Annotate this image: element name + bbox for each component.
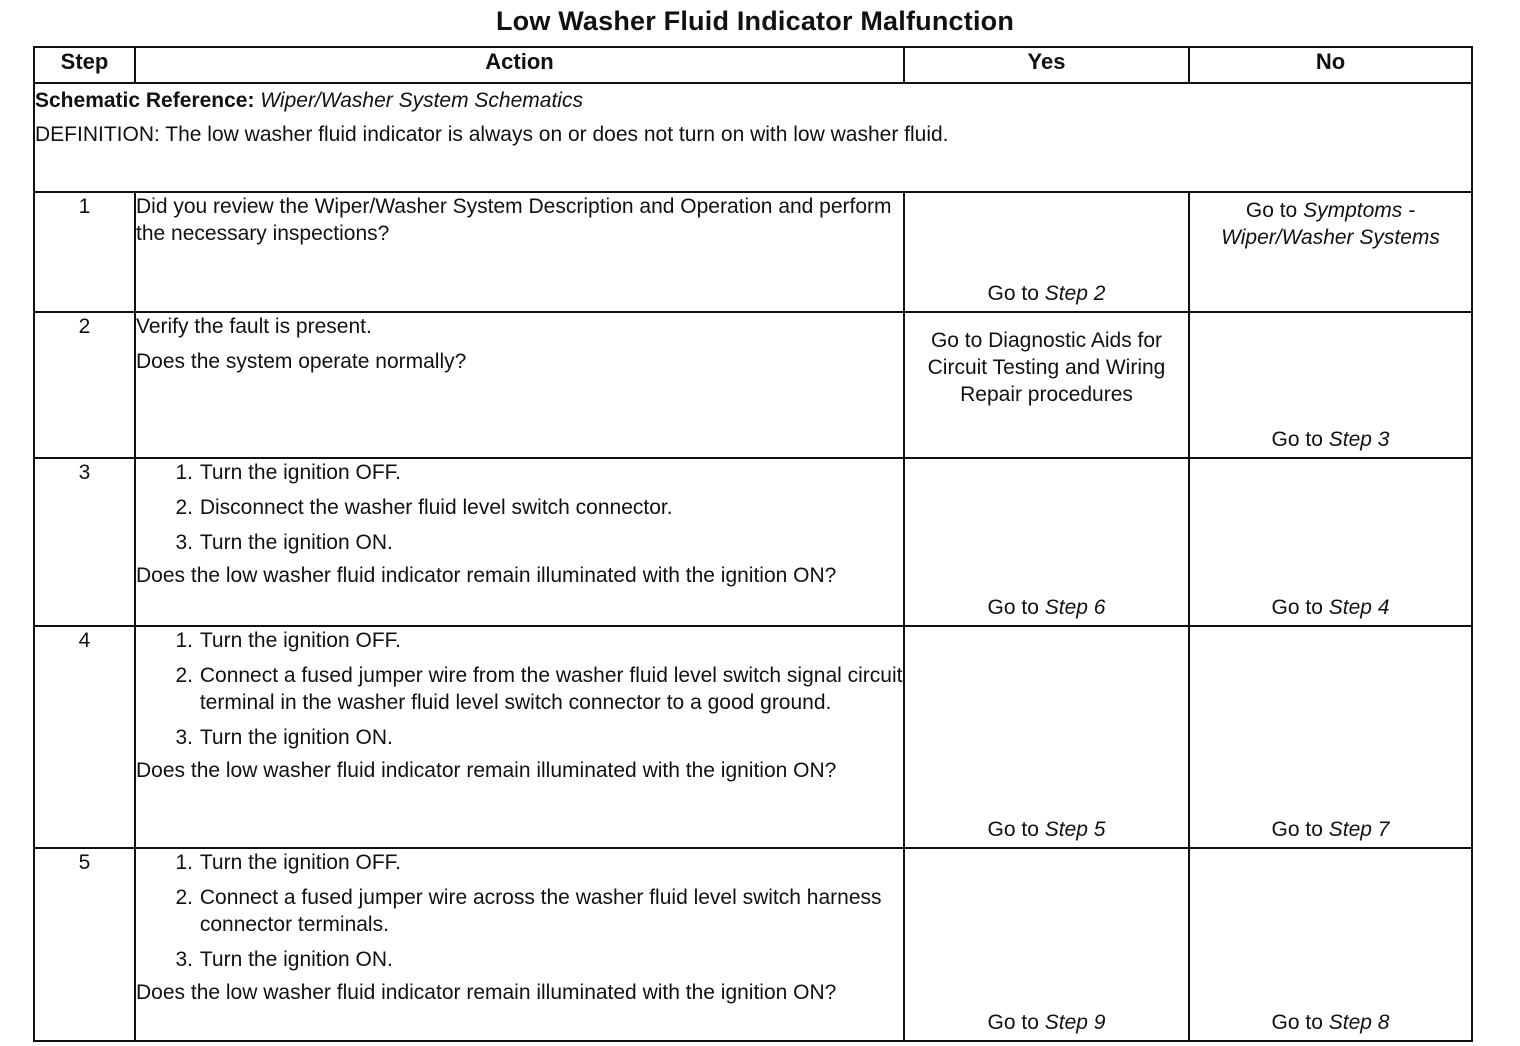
column-header-no: No	[1189, 47, 1472, 83]
table-row	[34, 458, 1472, 626]
no-result	[1190, 197, 1471, 251]
column-header-step: Step	[34, 47, 135, 83]
no-prefix: Go to	[1271, 596, 1323, 619]
schematic-reference-link[interactable]: Wiper/Washer System Schematics	[260, 89, 583, 112]
no-step-link[interactable]: Step 7	[1328, 818, 1390, 841]
list-item	[136, 884, 903, 938]
action-cell	[135, 848, 904, 1041]
list-item-number: 3.	[175, 948, 193, 971]
action-question: Does the system operate normally?	[136, 350, 467, 373]
no-result	[1190, 816, 1471, 843]
yes-result	[905, 280, 1188, 307]
list-item-number: 3.	[175, 726, 193, 749]
reference-cell	[34, 83, 1472, 192]
action-cell	[135, 458, 904, 626]
step-number: 4	[34, 626, 135, 848]
no-prefix: Go to	[1271, 428, 1323, 451]
action-text: Did you review the Wiper/Washer System Description and Operation and perform the necessary inspections?	[136, 195, 892, 245]
yes-cell	[904, 626, 1189, 848]
header-row	[34, 47, 1472, 83]
action-text: Verify the fault is present.	[136, 315, 372, 338]
list-item-number: 1.	[175, 629, 193, 652]
list-item-number: 3.	[175, 531, 193, 554]
list-item	[136, 529, 903, 556]
action-list	[136, 627, 903, 751]
list-item-text: Connect a fused jumper wire across the washer fluid level switch harness connector terminals.	[199, 886, 882, 936]
yes-prefix: Go to	[987, 282, 1039, 305]
yes-step-link[interactable]: Step 6	[1044, 596, 1106, 619]
action-list	[136, 849, 903, 973]
action-question: Does the low washer fluid indicator remain illuminated with the ignition ON?	[136, 981, 837, 1004]
yes-prefix: Go to	[987, 818, 1039, 841]
yes-step-link[interactable]: Step 9	[1044, 1011, 1106, 1034]
no-step-link[interactable]: Step 8	[1328, 1011, 1390, 1034]
definition-text: DEFINITION: The low washer fluid indicator is always on or does not turn on with low washer fluid.	[35, 123, 949, 146]
list-item-text: Turn the ignition ON.	[199, 726, 393, 749]
yes-result	[905, 594, 1188, 621]
list-item	[136, 459, 903, 486]
list-item-text: Turn the ignition OFF.	[199, 629, 401, 652]
action-list	[136, 459, 903, 556]
column-header-yes: Yes	[904, 47, 1189, 83]
yes-cell	[904, 848, 1189, 1041]
no-cell	[1189, 458, 1472, 626]
diagnostic-table	[33, 46, 1473, 1042]
action-cell	[135, 192, 904, 312]
list-item-text: Disconnect the washer fluid level switch connector.	[199, 496, 673, 519]
list-item	[136, 849, 903, 876]
no-prefix: Go to	[1271, 818, 1323, 841]
list-item-number: 2.	[175, 886, 193, 909]
action-question: Does the low washer fluid indicator remain illuminated with the ignition ON?	[136, 759, 837, 782]
action-cell	[135, 312, 904, 458]
reference-row	[34, 83, 1472, 192]
no-step-link[interactable]: Step 4	[1328, 596, 1390, 619]
step-number: 5	[34, 848, 135, 1041]
list-item	[136, 946, 903, 973]
list-item-number: 1.	[175, 851, 193, 874]
column-header-action: Action	[135, 47, 904, 83]
yes-prefix: Go to	[987, 596, 1039, 619]
no-step-link[interactable]: Step 3	[1328, 428, 1390, 451]
list-item	[136, 494, 903, 521]
no-result	[1190, 1009, 1471, 1036]
step-number: 2	[34, 312, 135, 458]
no-result	[1190, 594, 1471, 621]
step-number: 1	[34, 192, 135, 312]
list-item-number: 1.	[175, 461, 193, 484]
action-question: Does the low washer fluid indicator remain illuminated with the ignition ON?	[136, 564, 837, 587]
no-cell	[1189, 848, 1472, 1041]
yes-prefix: Go to	[987, 1011, 1039, 1034]
table-row	[34, 312, 1472, 458]
no-prefix: Go to	[1271, 1011, 1323, 1034]
list-item-text: Turn the ignition ON.	[199, 948, 393, 971]
table-row	[34, 192, 1472, 312]
no-prefix: Go to	[1245, 199, 1298, 222]
page-title: Low Washer Fluid Indicator Malfunction	[495, 6, 1015, 36]
yes-cell	[904, 458, 1189, 626]
no-cell	[1189, 192, 1472, 312]
no-symptoms-link[interactable]: Symptoms - Wiper/Washer Systems	[1221, 199, 1440, 249]
list-item-text: Turn the ignition OFF.	[199, 851, 401, 874]
list-item	[136, 724, 903, 751]
list-item-text: Connect a fused jumper wire from the washer fluid level switch signal circuit terminal in the washer fluid level switch connector to a good ground.	[199, 664, 903, 714]
yes-step-link[interactable]: Step 2	[1044, 282, 1106, 305]
table-row	[34, 848, 1472, 1041]
no-cell	[1189, 626, 1472, 848]
no-result	[1190, 426, 1471, 453]
schematic-reference	[35, 84, 1471, 118]
no-cell	[1189, 312, 1472, 458]
yes-result	[905, 816, 1188, 843]
list-item	[136, 627, 903, 654]
yes-cell	[904, 192, 1189, 312]
list-item	[136, 662, 903, 716]
yes-step-link[interactable]: Step 5	[1044, 818, 1106, 841]
list-item-text: Turn the ignition OFF.	[199, 461, 401, 484]
list-item-number: 2.	[175, 664, 193, 687]
yes-result[interactable]: Go to Diagnostic Aids for Circuit Testing and Wiring Repair procedures	[927, 329, 1166, 406]
list-item-text: Turn the ignition ON.	[199, 531, 393, 554]
list-item-number: 2.	[175, 496, 193, 519]
action-cell	[135, 626, 904, 848]
yes-result	[905, 1009, 1188, 1036]
schematic-reference-label: Schematic Reference:	[35, 89, 255, 112]
yes-cell	[904, 312, 1189, 458]
table-row	[34, 626, 1472, 848]
step-number: 3	[34, 458, 135, 626]
